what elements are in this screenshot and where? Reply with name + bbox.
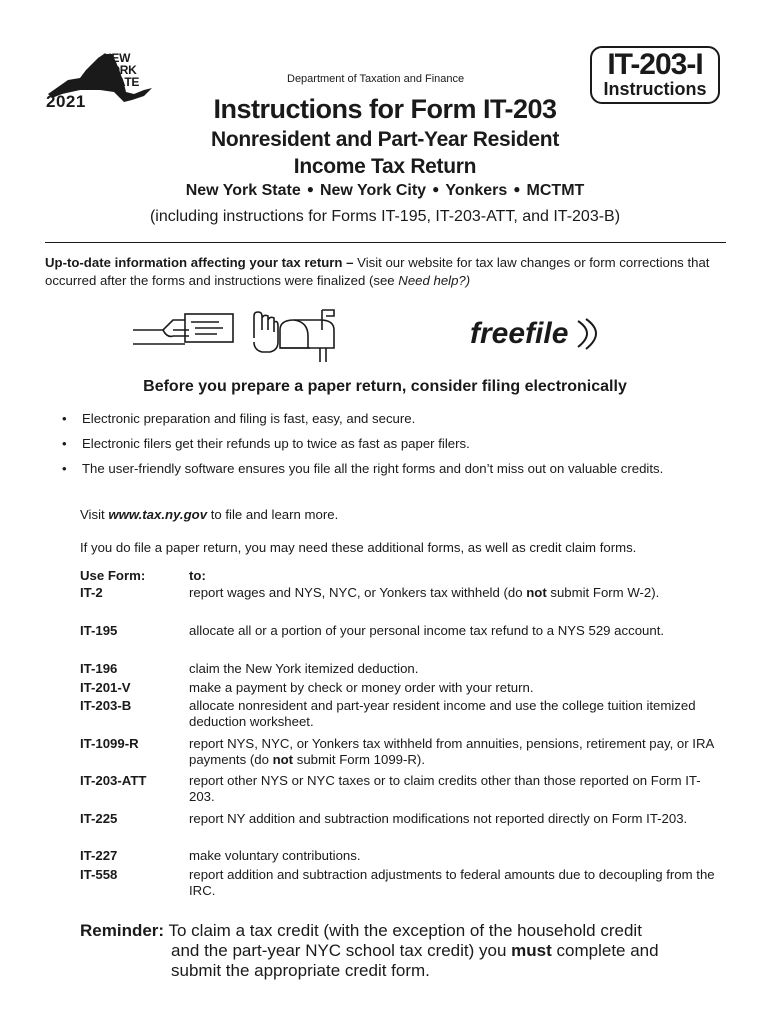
paper-return-intro: If you do file a paper return, you may need these additional forms, as well as credit claim forms. <box>80 540 637 555</box>
table-header-row <box>80 568 725 585</box>
table-row: IT-201-V make a payment by check or money order with your return. <box>80 680 534 695</box>
bullet-dot-icon: ● <box>432 182 440 196</box>
hand-envelope-icon <box>133 308 237 358</box>
table-row: IT-2 report wages and NYS, NYC, or Yonkers tax withheld (do not submit Form W-2). <box>80 585 660 600</box>
table-row: IT-196 claim the New York itemized deduction. <box>80 661 419 676</box>
table-row: IT-203-B allocate nonresident and part-year resident income and use the college tuition itemized deduction worksheet. <box>80 698 696 729</box>
freefile-wordmark: freefile <box>470 317 569 350</box>
efile-heading: Before you prepare a paper return, consider filing electronically <box>143 378 627 395</box>
bullet-dot-icon: ● <box>306 182 314 196</box>
table-row: IT-558 report addition and subtraction adjustments to federal amounts due to decoupling from the IRC. <box>80 867 715 898</box>
divider <box>45 242 726 243</box>
page-subtitle: Nonresident and Part-Year Resident Income Tax Return <box>210 128 560 178</box>
website-link[interactable]: www.tax.ny.gov <box>108 507 208 522</box>
logo-year: 2021 <box>46 92 86 111</box>
logo-state-name: NEW YORK STATE <box>103 51 140 89</box>
table-row: IT-227 make voluntary contributions. <box>80 848 361 863</box>
including-forms-line: (including instructions for Forms IT-195, IT-203-ATT, and IT-203-B) <box>149 208 621 225</box>
table-row: IT-195 allocate all or a portion of your personal income tax refund to a NYS 529 account. <box>80 623 665 638</box>
list-item: • Electronic preparation and filing is fast, easy, and secure. <box>62 410 722 427</box>
column-header-form: Use Form: <box>80 568 146 583</box>
visit-website-line: Visit www.tax.ny.gov to file and learn more. <box>80 507 339 522</box>
list-item: • The user-friendly software ensures you file all the right forms and don’t miss out on valuable credits. <box>62 460 722 477</box>
additional-forms-table <box>80 568 725 903</box>
list-item: • Electronic filers get their refunds up to twice as fast as paper filers. <box>62 435 722 452</box>
form-id-subtitle: Instructions <box>603 79 707 99</box>
freefile-logo <box>470 313 610 355</box>
mailbox-icon <box>250 308 354 364</box>
table-row: IT-203-ATT report other NYS or NYC taxes or to claim credits other than those reported on Form IT-203. <box>80 773 701 804</box>
bullet-dot-icon: ● <box>513 182 521 196</box>
table-row: IT-1099-R report NYS, NYC, or Yonkers tax withheld from annuities, pensions, retirement pay, or IRA payments (do not submit Form 1099-R). <box>80 736 714 767</box>
update-notice: Up-to-date information affecting your tax return – Visit our website for tax law changes or form corrections that occurred after the forms and instructions were finalized (see Need help?) <box>45 255 710 288</box>
table-row: IT-225 report NY addition and subtraction modifications not reported directly on Form IT-203. <box>80 811 688 826</box>
credit-reminder: Reminder: To claim a tax credit (with the exception of the household credit and the part-year NYC school tax credit) you must complete and submit the appropriate credit form. <box>80 921 659 980</box>
jurisdictions-line: New York State ● New York City ● Yonkers ● MCTMT <box>185 182 585 199</box>
efile-benefits-list <box>62 410 722 485</box>
page-title: Instructions for Form IT-203 <box>213 94 557 124</box>
column-header-purpose: to: <box>189 568 206 583</box>
reminder-label: Reminder: <box>80 921 165 940</box>
department-name: Department of Taxation and Finance <box>287 73 465 85</box>
form-id: IT-203-I <box>607 48 703 81</box>
